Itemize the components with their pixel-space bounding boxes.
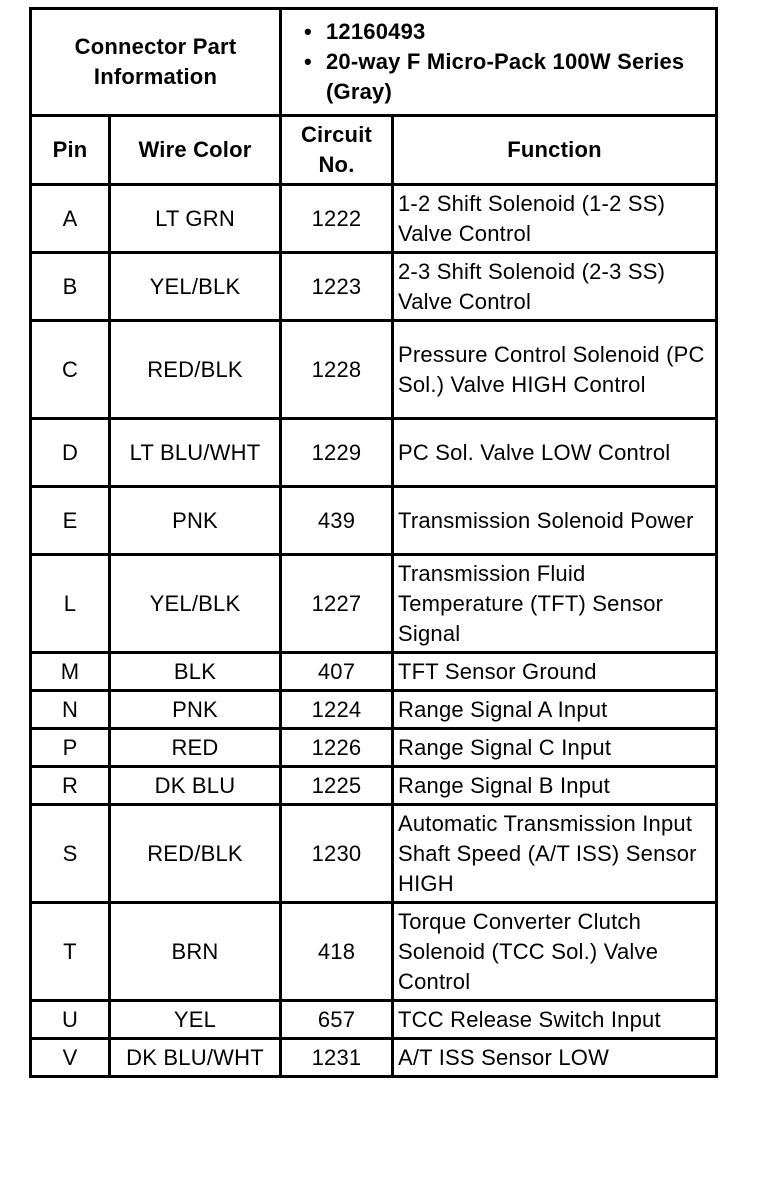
connector-table-container (29, 7, 715, 1078)
table-row (31, 555, 717, 653)
pin-cell: B (31, 253, 110, 321)
circuit-cell: 1231 (281, 1039, 393, 1077)
pin-cell: P (31, 729, 110, 767)
pin-cell: T (31, 903, 110, 1001)
circuit-cell: 1222 (281, 185, 393, 253)
wire-color-cell: PNK (110, 691, 281, 729)
function-cell: Pressure Control Solenoid (PC Sol.) Valve HIGH Control (393, 321, 717, 419)
table-row (31, 653, 717, 691)
wire-color-cell: YEL/BLK (110, 253, 281, 321)
pin-cell: N (31, 691, 110, 729)
pin-cell: L (31, 555, 110, 653)
column-header-wire-color: Wire Color (110, 116, 281, 185)
table-row (31, 767, 717, 805)
connector-info-label (31, 9, 281, 116)
function-cell: A/T ISS Sensor LOW (393, 1039, 717, 1077)
connector-info-label-line1: Connector Part (74, 34, 237, 59)
column-header-circuit-line1: Circuit (300, 122, 373, 147)
function-cell: Range Signal A Input (393, 691, 717, 729)
wire-color-cell: LT BLU/WHT (110, 419, 281, 487)
wire-color-cell: PNK (110, 487, 281, 555)
table-row (31, 185, 717, 253)
column-header-pin: Pin (31, 116, 110, 185)
pin-cell: U (31, 1001, 110, 1039)
connector-info-list (300, 17, 709, 107)
circuit-cell: 657 (281, 1001, 393, 1039)
column-header-function: Function (393, 116, 717, 185)
function-cell: TFT Sensor Ground (393, 653, 717, 691)
pin-cell: V (31, 1039, 110, 1077)
pin-cell: D (31, 419, 110, 487)
wire-color-cell: YEL (110, 1001, 281, 1039)
column-header-circuit-line2: No. (318, 152, 355, 177)
table-row (31, 253, 717, 321)
function-cell: 1-2 Shift Solenoid (1-2 SS) Valve Control (393, 185, 717, 253)
pin-cell: C (31, 321, 110, 419)
table-row (31, 903, 717, 1001)
circuit-cell: 407 (281, 653, 393, 691)
circuit-cell: 439 (281, 487, 393, 555)
wire-color-cell: BLK (110, 653, 281, 691)
function-cell: Range Signal C Input (393, 729, 717, 767)
function-cell: Automatic Transmission Input Shaft Speed (A/T ISS) Sensor HIGH (393, 805, 717, 903)
table-row (31, 691, 717, 729)
circuit-cell: 1225 (281, 767, 393, 805)
circuit-cell: 1223 (281, 253, 393, 321)
circuit-cell: 1227 (281, 555, 393, 653)
circuit-cell: 1229 (281, 419, 393, 487)
connector-table (29, 7, 718, 1078)
wire-color-cell: RED/BLK (110, 321, 281, 419)
table-row (31, 487, 717, 555)
pin-cell: M (31, 653, 110, 691)
function-cell: Transmission Fluid Temperature (TFT) Sensor Signal (393, 555, 717, 653)
wire-color-cell: RED (110, 729, 281, 767)
table-row (31, 321, 717, 419)
connector-info-values (281, 9, 717, 116)
connector-info-label-line2: Information (93, 64, 218, 89)
table-row (31, 1001, 717, 1039)
circuit-cell: 1228 (281, 321, 393, 419)
wire-color-cell: LT GRN (110, 185, 281, 253)
table-row (31, 805, 717, 903)
circuit-cell: 1230 (281, 805, 393, 903)
function-cell: Transmission Solenoid Power (393, 487, 717, 555)
wire-color-cell: YEL/BLK (110, 555, 281, 653)
function-cell: PC Sol. Valve LOW Control (393, 419, 717, 487)
connector-part-number: • 12160493 (300, 17, 709, 47)
wire-color-cell: DK BLU/WHT (110, 1039, 281, 1077)
wire-color-cell: DK BLU (110, 767, 281, 805)
column-header-circuit (281, 116, 393, 185)
wire-color-cell: BRN (110, 903, 281, 1001)
column-header-row (31, 116, 717, 185)
pin-cell: A (31, 185, 110, 253)
function-cell: TCC Release Switch Input (393, 1001, 717, 1039)
pin-cell: S (31, 805, 110, 903)
table-row (31, 729, 717, 767)
circuit-cell: 418 (281, 903, 393, 1001)
pin-cell: E (31, 487, 110, 555)
connector-description: • 20-way F Micro-Pack 100W Series (Gray) (300, 47, 709, 107)
function-cell: Torque Converter Clutch Solenoid (TCC Sol.) Valve Control (393, 903, 717, 1001)
wire-color-cell: RED/BLK (110, 805, 281, 903)
table-row (31, 419, 717, 487)
circuit-cell: 1224 (281, 691, 393, 729)
table-row (31, 1039, 717, 1077)
function-cell: 2-3 Shift Solenoid (2-3 SS) Valve Control (393, 253, 717, 321)
function-cell: Range Signal B Input (393, 767, 717, 805)
circuit-cell: 1226 (281, 729, 393, 767)
pin-cell: R (31, 767, 110, 805)
connector-info-row (31, 9, 717, 116)
